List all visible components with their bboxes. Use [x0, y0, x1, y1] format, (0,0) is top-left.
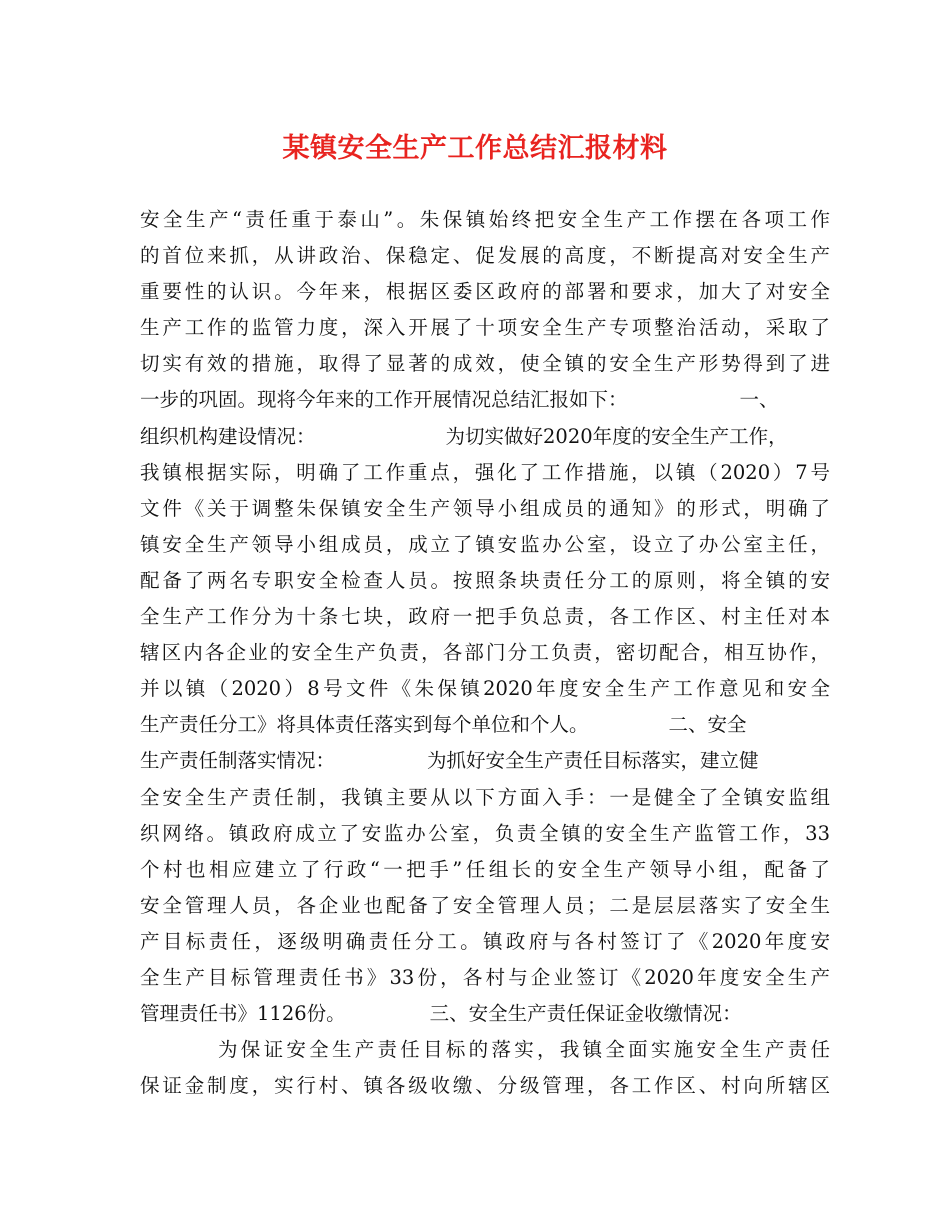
section-heading: 三、安全生产责任保证金收缴情况：	[429, 1002, 742, 1026]
body-line: 配备了两名专职安全检查人员。按照条块责任分工的原则，将全镇的安	[140, 568, 830, 592]
body-line: 全生产工作分为十条七块，政府一把手负总责，各工作区、村主任对本	[140, 605, 830, 629]
body-line-text: 管理责任书》1126份。	[140, 1002, 346, 1026]
body-line: 产目标责任，逐级明确责任分工。镇政府与各村签订了《2020年度安	[140, 929, 830, 953]
body-line: 保证金制度，实行村、镇各级收缴、分级管理，各工作区、村向所辖区	[140, 1074, 830, 1098]
body-line	[140, 707, 830, 743]
body-line: 生产工作的监管力度，深入开展了十项安全生产专项整治活动，采取了	[140, 316, 830, 340]
body-line	[140, 382, 830, 418]
body-line-text: 一步的巩固。现将今年来的工作开展情况总结汇报如下：	[140, 388, 628, 412]
body-line: 全生产目标管理责任书》33份，各村与企业签订《2020年度安全生产	[140, 965, 830, 989]
section-heading: 组织机构建设情况：	[140, 424, 316, 448]
body-line-text: 生产责任分工》将具体责任落实到每个单位和个人。	[140, 713, 589, 737]
body-line: 织网络。镇政府成立了安监办公室，负责全镇的安全生产监管工作，33	[140, 821, 830, 845]
body-line: 为保证安全生产责任目标的落实，我镇全面实施安全生产责任	[218, 1038, 830, 1062]
body-line	[140, 996, 830, 1032]
body-line: 并以镇（2020）8号文件《朱保镇2020年度安全生产工作意见和安全	[140, 677, 830, 701]
body-line: 切实有效的措施，取得了显著的成效，使全镇的安全生产形势得到了进	[140, 352, 830, 376]
document-title: 某镇安全生产工作总结汇报材料	[282, 133, 668, 164]
body-line: 文件《关于调整朱保镇安全生产领导小组成员的通知》的形式，明确了	[140, 496, 830, 520]
section-heading-number: 二、安全	[668, 713, 747, 737]
body-line: 个村也相应建立了行政“一把手”任组长的安全生产领导小组，配备了	[140, 857, 830, 881]
section-heading-number: 一、	[739, 388, 779, 412]
body-line: 安全生产“责任重于泰山”。朱保镇始终把安全生产工作摆在各项工作	[140, 208, 830, 231]
section-heading: 生产责任制落实情况：	[140, 749, 336, 773]
body-line	[140, 419, 830, 455]
body-line-text: 为切实做好2020年度的安全生产工作，	[445, 424, 788, 448]
body-line: 安全管理人员，各企业也配备了安全管理人员；二是层层落实了安全生	[140, 893, 830, 917]
body-line: 镇安全生产领导小组成员，成立了镇安监办公室，设立了办公室主任，	[140, 532, 830, 556]
body-line-text: 为抓好安全生产责任目标落实，建立健	[427, 749, 759, 773]
body-line: 的首位来抓，从讲政治、保稳定、促发展的高度，不断提高对安全生产	[140, 244, 830, 268]
body-line	[140, 743, 830, 779]
document-body	[140, 202, 830, 1104]
body-line: 全安全生产责任制，我镇主要从以下方面入手：一是健全了全镇安监组	[140, 785, 830, 809]
body-line: 辖区内各企业的安全生产负责，各部门分工负责，密切配合，相互协作，	[140, 641, 830, 665]
body-line: 重要性的认识。今年来，根据区委区政府的部署和要求，加大了对安全	[140, 280, 830, 304]
body-line: 我镇根据实际，明确了工作重点，强化了工作措施，以镇（2020）7号	[140, 460, 830, 484]
